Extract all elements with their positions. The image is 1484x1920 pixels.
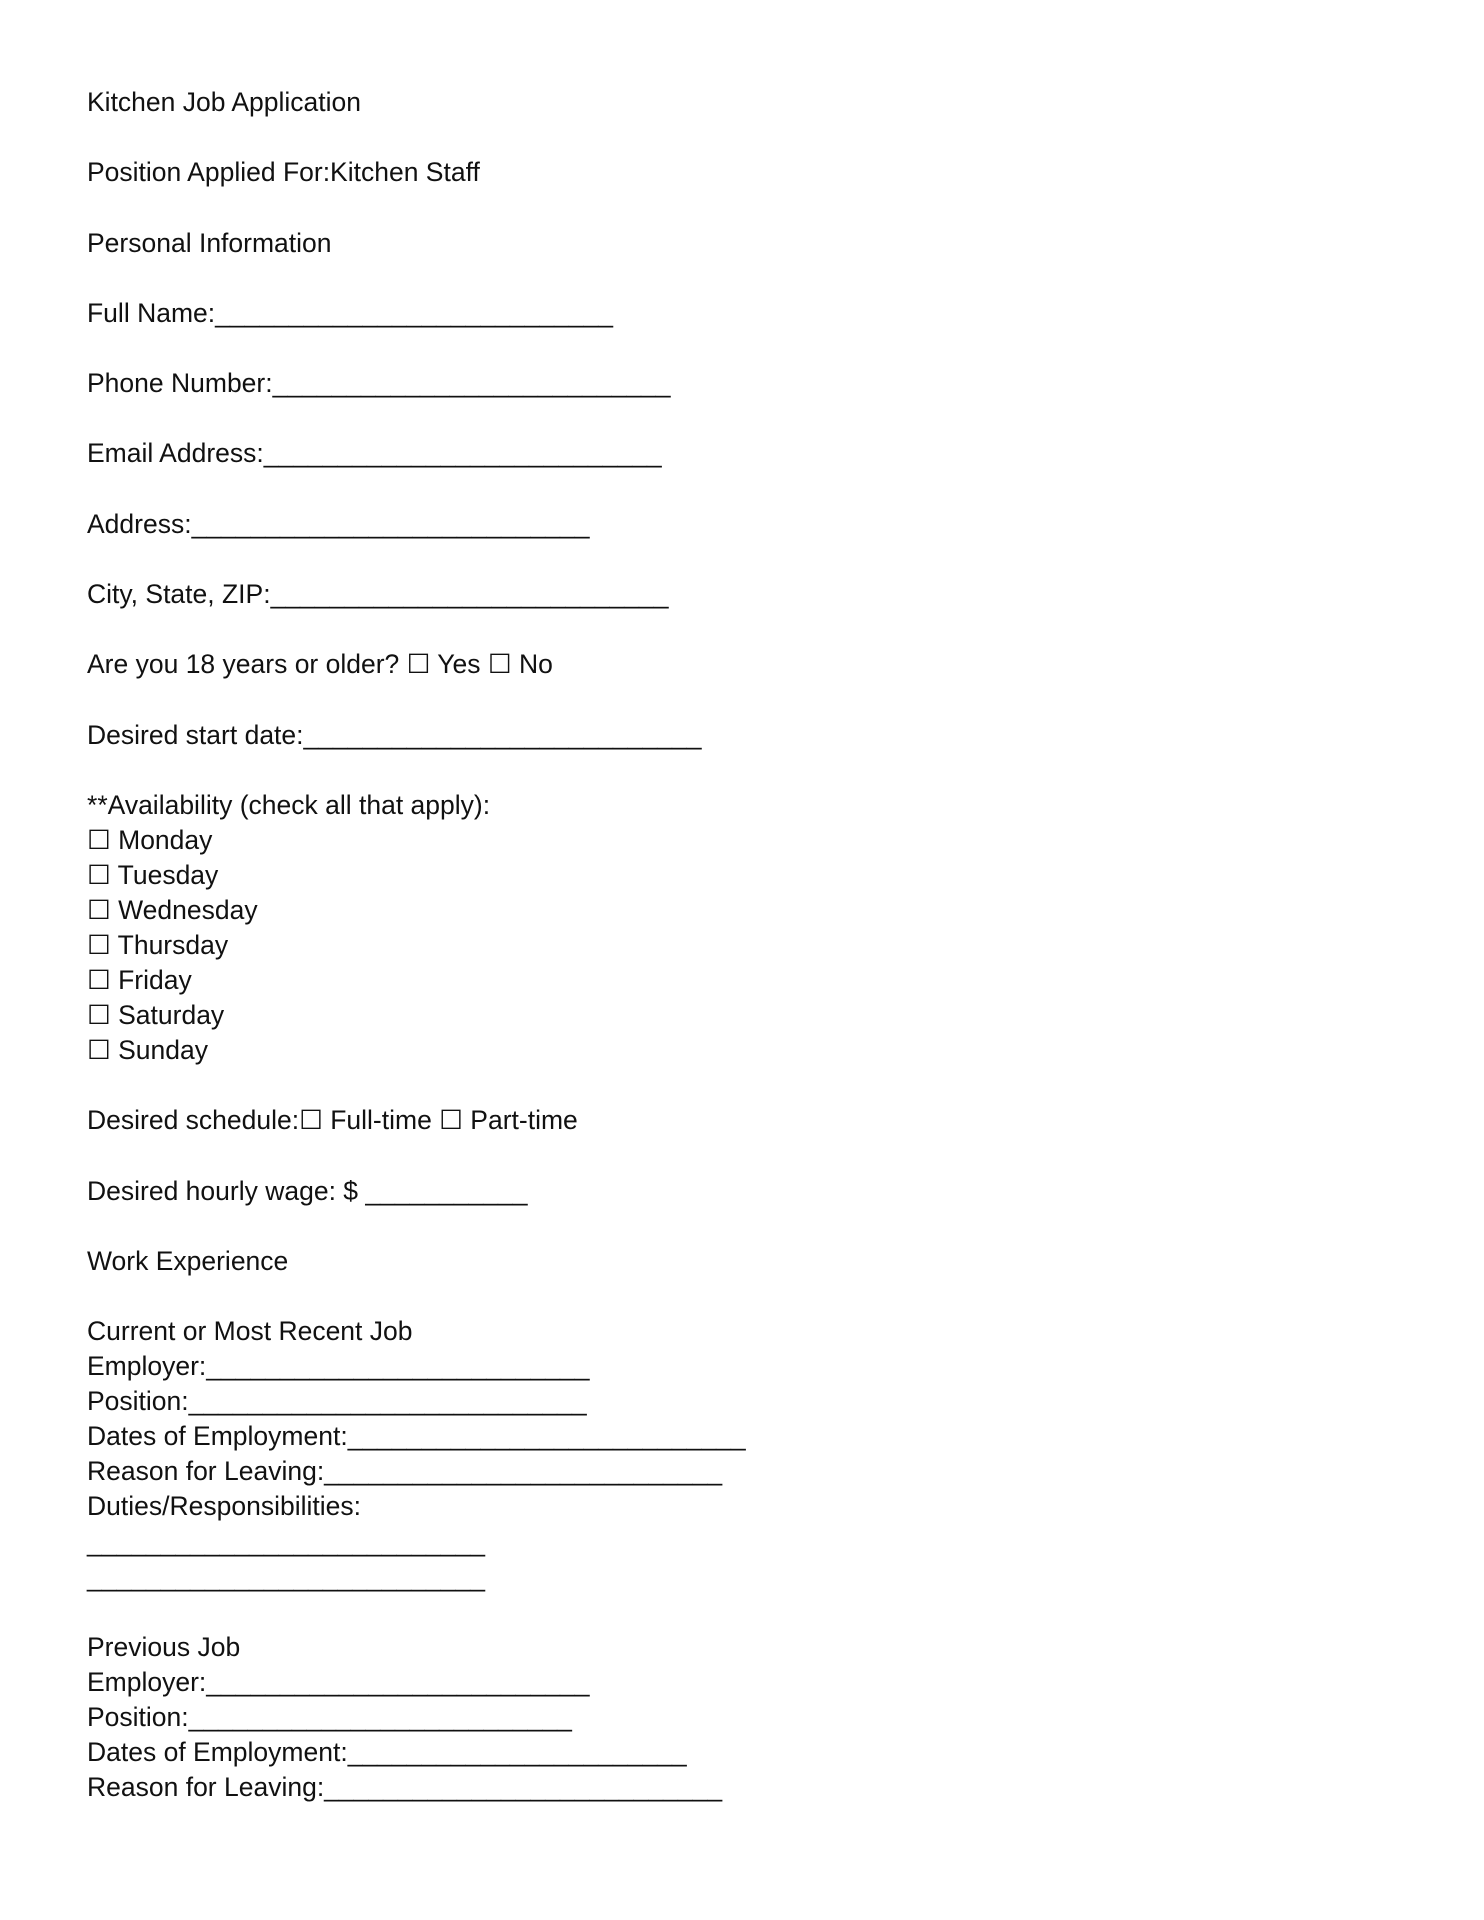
previous-employer-field[interactable]: Employer:__________________________ — [87, 1667, 590, 1697]
availability-monday[interactable]: ☐ Monday — [87, 825, 213, 855]
current-dates-field[interactable]: Dates of Employment:___________________________ — [87, 1421, 746, 1451]
availability-thursday[interactable]: ☐ Thursday — [87, 930, 229, 960]
availability-heading: **Availability (check all that apply): — [87, 790, 491, 820]
current-position-field[interactable]: Position:___________________________ — [87, 1386, 587, 1416]
phone-field[interactable]: Phone Number:___________________________ — [87, 368, 671, 398]
city-state-zip-field[interactable]: City, State, ZIP:___________________________ — [87, 579, 669, 609]
start-date-field[interactable]: Desired start date:___________________________ — [87, 720, 702, 750]
availability-sunday[interactable]: ☐ Sunday — [87, 1035, 208, 1065]
current-duties-label: Duties/Responsibilities: — [87, 1491, 361, 1521]
availability-friday[interactable]: ☐ Friday — [87, 965, 192, 995]
previous-position-field[interactable]: Position:__________________________ — [87, 1702, 572, 1732]
current-reason-field[interactable]: Reason for Leaving:___________________________ — [87, 1456, 723, 1486]
address-field[interactable]: Address:___________________________ — [87, 509, 590, 539]
current-duties-line[interactable]: ___________________________ — [87, 1562, 485, 1592]
previous-reason-field[interactable]: Reason for Leaving:___________________________ — [87, 1772, 723, 1802]
current-job-heading: Current or Most Recent Job — [87, 1316, 413, 1346]
availability-saturday[interactable]: ☐ Saturday — [87, 1000, 225, 1030]
work-experience-heading: Work Experience — [87, 1246, 289, 1276]
age-question[interactable]: Are you 18 years or older? ☐ Yes ☐ No — [87, 649, 553, 679]
form-title: Kitchen Job Application — [87, 87, 362, 117]
email-field[interactable]: Email Address:___________________________ — [87, 438, 662, 468]
previous-dates-field[interactable]: Dates of Employment:_______________________ — [87, 1737, 687, 1767]
current-duties-line[interactable]: ___________________________ — [87, 1527, 485, 1557]
personal-info-heading: Personal Information — [87, 228, 332, 258]
previous-job-heading: Previous Job — [87, 1632, 241, 1662]
schedule-question[interactable]: Desired schedule:☐ Full-time ☐ Part-time — [87, 1105, 578, 1135]
position-applied: Position Applied For:Kitchen Staff — [87, 157, 480, 187]
availability-wednesday[interactable]: ☐ Wednesday — [87, 895, 258, 925]
availability-tuesday[interactable]: ☐ Tuesday — [87, 860, 219, 890]
hourly-wage-field[interactable]: Desired hourly wage: $ ___________ — [87, 1176, 528, 1206]
full-name-field[interactable]: Full Name:___________________________ — [87, 298, 614, 328]
current-employer-field[interactable]: Employer:__________________________ — [87, 1351, 590, 1381]
